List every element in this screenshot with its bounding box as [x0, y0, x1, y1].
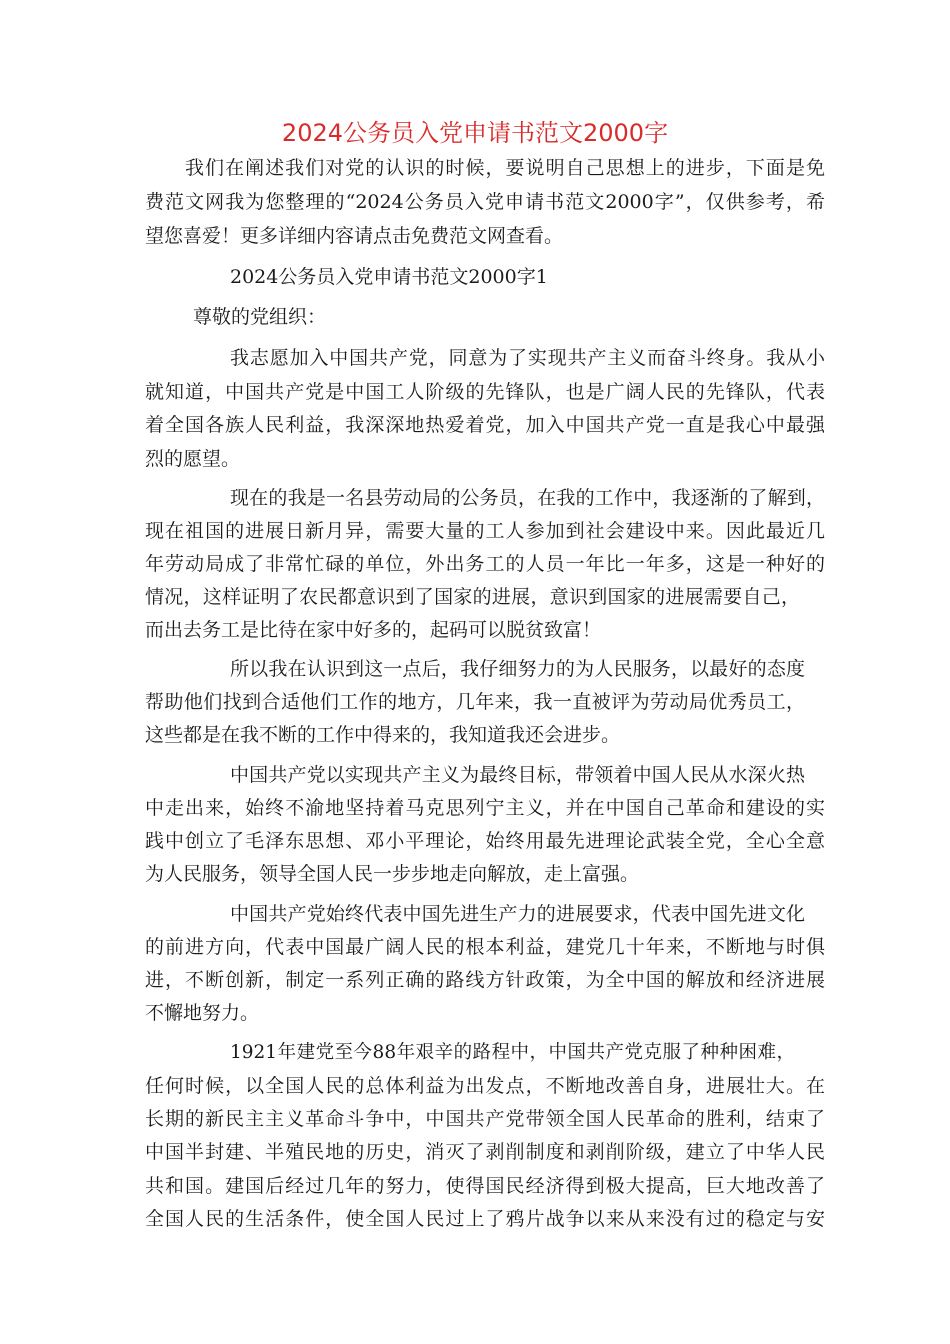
- text-line: 现在祖国的进展日新月异，需要大量的工人参加到社会建设中来。因此最近几: [145, 520, 825, 542]
- text-line: 中国半封建、半殖民地的历史，消灭了剥削制度和剥削阶级，建立了中华人民: [145, 1141, 825, 1163]
- text-line: 这些都是在我不断的工作中得来的，我知道我还会进步。: [145, 724, 621, 746]
- text-line: 共和国。建国后经过几年的努力，使得国民经济得到极大提高，巨大地改善了: [145, 1175, 825, 1197]
- text-line: 着全国各族人民利益，我深深地热爱着党，加入中国共产党一直是我心中最强: [145, 414, 825, 436]
- text-line: 所以我在认识到这一点后，我仔细努力的为人民服务，以最好的态度: [230, 658, 805, 680]
- text-line: 全国人民的生活条件，使全国人民过上了鸦片战争以来从来没有过的稳定与安: [145, 1208, 825, 1230]
- text-line: 情况，这样证明了农民都意识到了国家的进展，意识到国家的进展需要自己，: [145, 586, 800, 608]
- text-line: 望您喜爱！更多详细内容请点击免费范文网查看。: [145, 225, 564, 247]
- salutation: 尊敬的党组织：: [193, 306, 327, 328]
- text-line: 我们在阐述我们对党的认识的时候，要说明自己思想上的进步，下面是免: [185, 157, 825, 179]
- text-line: 1921年建党至今88年艰辛的路程中，中国共产党克服了种种困难，: [230, 1042, 795, 1063]
- text-line: 不懈地努力。: [145, 1002, 260, 1024]
- text-line: 为人民服务，领导全国人民一步步地走向解放，走上富强。: [145, 863, 640, 885]
- text-line: 烈的愿望。: [145, 448, 241, 470]
- text-line: 中国共产党以实现共产主义为最终目标，带领着中国人民从水深火热: [230, 764, 805, 786]
- text-line: 就知道，中国共产党是中国工人阶级的先锋队，也是广阔人民的先锋队，代表: [145, 381, 825, 403]
- section-subtitle: 2024公务员入党申请书范文2000字1: [230, 266, 548, 288]
- text-line: 中走出来，始终不渝地坚持着马克思列宁主义，并在中国自己革命和建设的实: [145, 797, 825, 819]
- text-line: 进，不断创新，制定一系列正确的路线方针政策，为全中国的解放和经济进展: [145, 969, 825, 991]
- text-line: 费范文网我为您整理的“2024公务员入党申请书范文2000字”，仅供参考，希: [145, 191, 825, 213]
- text-line: 践中创立了毛泽东思想、邓小平理论，始终用最先进理论武装全党，全心全意: [145, 830, 825, 852]
- text-line: 现在的我是一名县劳动局的公务员，在我的工作中，我逐渐的了解到，: [230, 487, 825, 509]
- text-line: 帮助他们找到合适他们工作的地方，几年来，我一直被评为劳动局优秀员工，: [145, 691, 805, 713]
- text-line: 而出去务工是比待在家中好多的，起码可以脱贫致富！: [145, 619, 602, 641]
- document-title: 2024公务员入党申请书范文2000字: [281, 119, 669, 147]
- text-line: 年劳动局成了非常忙碌的单位，外出务工的人员一年比一年多，这是一种好的: [145, 553, 825, 575]
- text-line: 我志愿加入中国共产党，同意为了实现共产主义而奋斗终身。我从小: [230, 347, 825, 369]
- text-line: 长期的新民主主义革命斗争中，中国共产党带领全国人民革命的胜利，结束了: [145, 1108, 825, 1130]
- text-line: 的前进方向，代表中国最广阔人民的根本利益，建党几十年来，不断地与时俱: [145, 936, 825, 958]
- text-line: 中国共产党始终代表中国先进生产力的进展要求，代表中国先进文化: [230, 903, 805, 925]
- text-line: 任何时候，以全国人民的总体利益为出发点，不断地改善自身，进展壮大。在: [145, 1075, 825, 1097]
